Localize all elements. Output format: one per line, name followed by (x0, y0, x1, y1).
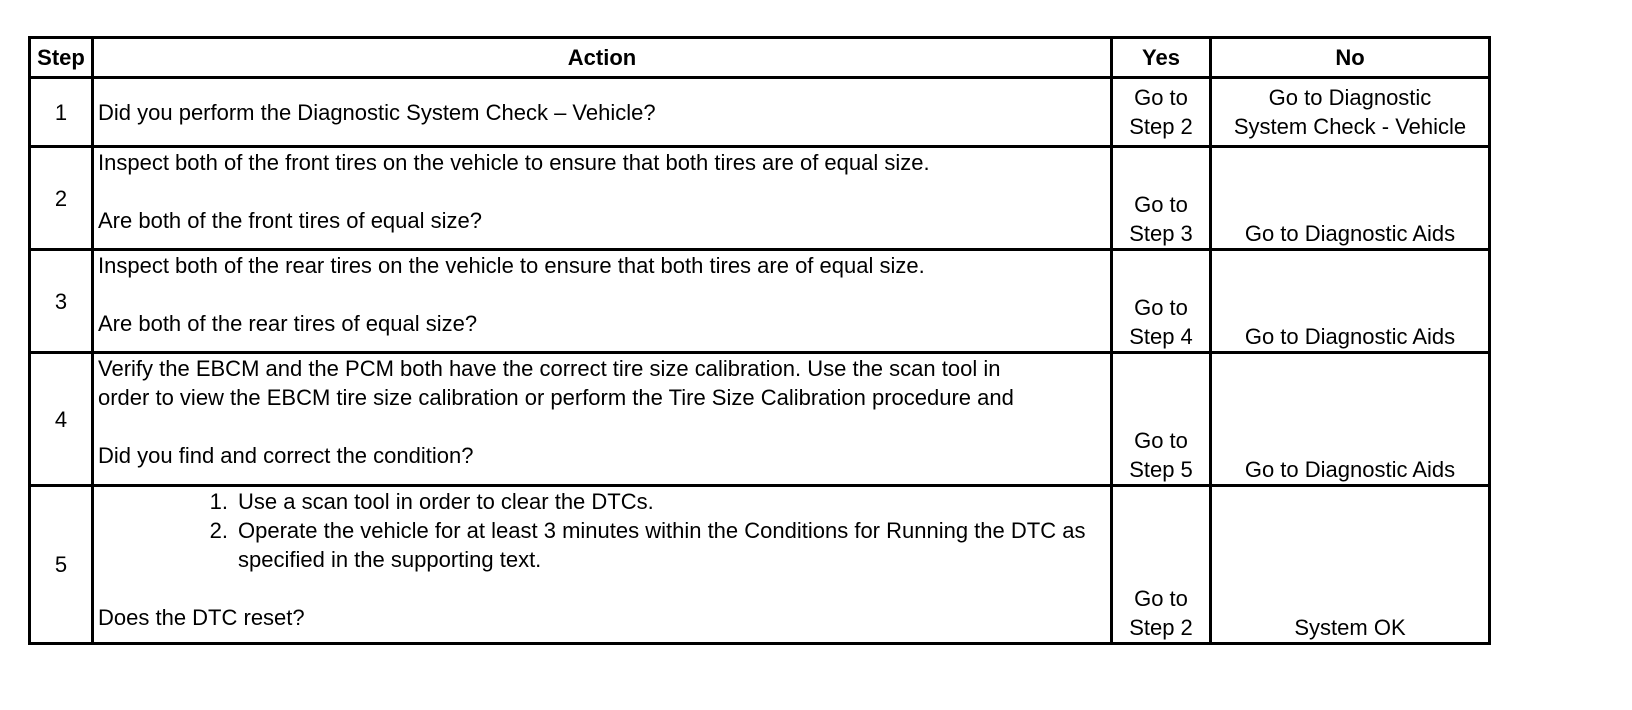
no-cell (1211, 486, 1490, 644)
action-cell (93, 78, 1112, 147)
step-number: 1 (30, 78, 93, 147)
table-row (30, 78, 1490, 147)
yes-line: Step 2 (1129, 615, 1193, 640)
table-row (30, 250, 1490, 353)
action-text: Did you perform the Diagnostic System Check – Vehicle? (98, 99, 656, 125)
yes-line: Go to (1134, 85, 1188, 110)
yes-cell (1112, 78, 1211, 147)
header-no: No (1211, 38, 1490, 78)
step-number: 5 (30, 486, 93, 644)
yes-line: Go to (1134, 428, 1188, 453)
no-line: System Check - Vehicle (1233, 114, 1467, 139)
no-line: Go to Diagnostic Aids (1244, 221, 1456, 246)
no-cell (1211, 250, 1490, 353)
procedure-list (98, 487, 1106, 574)
table-row (30, 486, 1490, 644)
step-number: 3 (30, 250, 93, 353)
action-cell (93, 486, 1112, 644)
action-text: order to view the EBCM tire size calibration or perform the Tire Size Calibration procedure and (98, 385, 1014, 410)
action-cell (93, 353, 1112, 486)
no-line: Go to Diagnostic Aids (1244, 457, 1456, 482)
action-question: Does the DTC reset? (98, 605, 305, 630)
diagnostic-table (28, 36, 1491, 645)
header-row (30, 38, 1490, 78)
action-question: Are both of the rear tires of equal size? (98, 311, 478, 336)
table-row (30, 147, 1490, 250)
yes-line: Step 2 (1129, 114, 1193, 139)
no-cell (1211, 353, 1490, 486)
action-text: Inspect both of the rear tires on the vehicle to ensure that both tires are of equal size. (98, 253, 925, 278)
no-line: System OK (1294, 615, 1406, 640)
list-item (186, 487, 1106, 516)
yes-line: Go to (1134, 192, 1188, 217)
no-line: Go to Diagnostic Aids (1244, 324, 1456, 349)
no-cell (1211, 147, 1490, 250)
no-cell (1211, 78, 1490, 147)
no-line: Go to Diagnostic (1268, 85, 1432, 110)
yes-line: Go to (1134, 295, 1188, 320)
yes-line: Go to (1134, 586, 1188, 611)
table-row (30, 353, 1490, 486)
list-text: Operate the vehicle for at least 3 minutes within the Conditions for Running the DTC as specified in the supporting text. (238, 518, 1086, 572)
action-cell (93, 250, 1112, 353)
yes-line: Step 4 (1129, 324, 1193, 349)
yes-line: Step 5 (1129, 457, 1193, 482)
yes-cell (1112, 486, 1211, 644)
action-cell (93, 147, 1112, 250)
list-number: 1. (209, 489, 228, 514)
step-number: 4 (30, 353, 93, 486)
yes-cell (1112, 250, 1211, 353)
action-text: Verify the EBCM and the PCM both have the correct tire size calibration. Use the scan tool in (98, 356, 1001, 381)
yes-line: Step 3 (1129, 221, 1193, 246)
yes-cell (1112, 353, 1211, 486)
action-text: Inspect both of the front tires on the vehicle to ensure that both tires are of equal size. (98, 150, 930, 175)
step-number: 2 (30, 147, 93, 250)
yes-cell (1112, 147, 1211, 250)
action-question: Are both of the front tires of equal size? (98, 208, 483, 233)
list-text: Use a scan tool in order to clear the DTCs. (238, 489, 654, 514)
list-item (186, 516, 1106, 574)
action-question: Did you find and correct the condition? (98, 443, 474, 468)
header-action: Action (93, 38, 1112, 78)
list-number: 2. (209, 518, 228, 543)
header-step: Step (30, 38, 93, 78)
header-yes: Yes (1112, 38, 1211, 78)
